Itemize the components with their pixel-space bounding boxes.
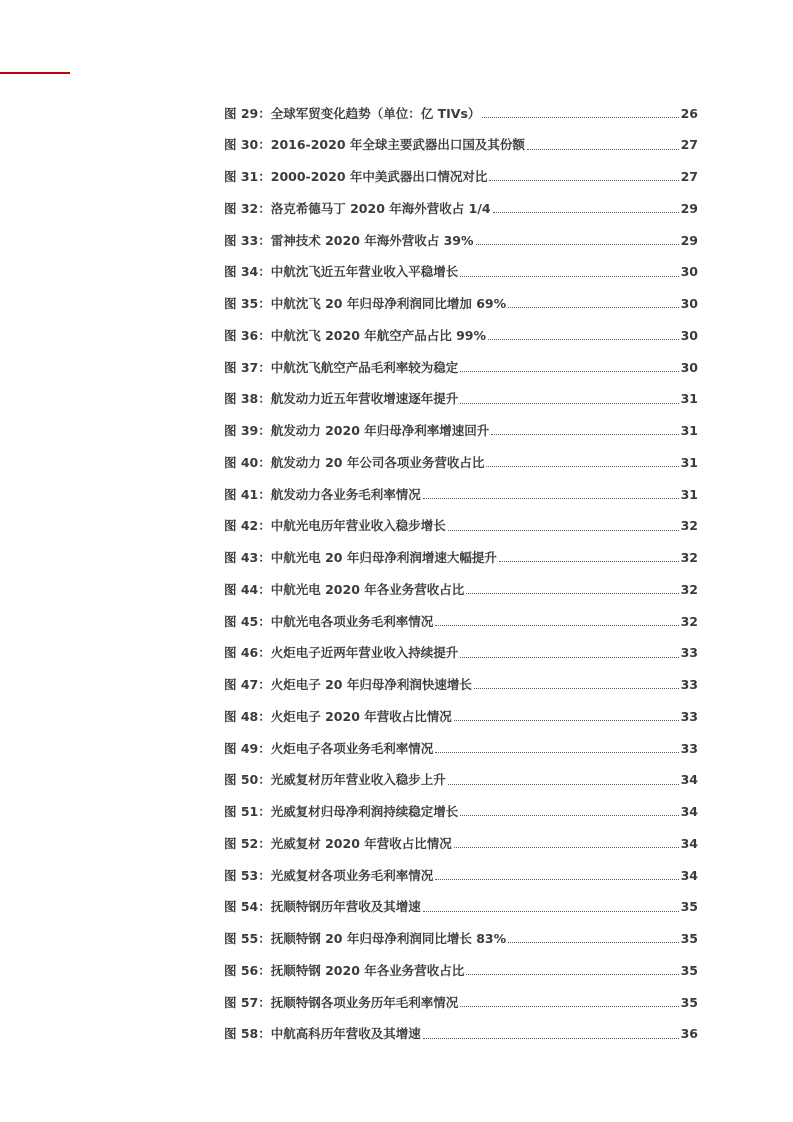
dot-leader	[460, 1005, 678, 1007]
page-number: 31	[680, 454, 698, 470]
figure-number: 图 35：	[224, 296, 271, 312]
page-number: 33	[680, 645, 698, 661]
header-accent-line	[0, 72, 70, 74]
page-number: 31	[680, 423, 698, 439]
toc-entry[interactable]	[224, 384, 698, 416]
figure-number: 图 46：	[224, 645, 271, 661]
toc-entry[interactable]	[224, 638, 698, 670]
figure-title: 航发动力 2020 年归母净利率增速回升	[270, 423, 490, 439]
dot-leader	[489, 179, 678, 181]
dot-leader	[423, 497, 679, 499]
figure-title: 洛克希德马丁 2020 年海外营收占 1/4	[270, 200, 491, 216]
dot-leader	[435, 751, 678, 753]
figure-number: 图 38：	[224, 391, 271, 407]
toc-entry[interactable]	[224, 670, 698, 702]
toc-entry[interactable]	[224, 130, 698, 162]
figure-number: 图 55：	[224, 931, 271, 947]
page-number: 32	[680, 518, 698, 534]
figure-title: 中航沈飞近五年营业收入平稳增长	[270, 264, 459, 280]
page-number: 30	[680, 359, 698, 375]
toc-entry[interactable]	[224, 98, 698, 130]
figure-number: 图 47：	[224, 677, 271, 693]
page-number: 35	[680, 994, 698, 1010]
dot-leader	[466, 592, 678, 594]
figure-number: 图 57：	[224, 994, 271, 1010]
toc-entry[interactable]	[224, 320, 698, 352]
toc-entry[interactable]	[224, 479, 698, 511]
dot-leader	[435, 878, 678, 880]
figure-number: 图 36：	[224, 327, 271, 343]
figure-title: 火炬电子 20 年归母净利润快速增长	[270, 677, 472, 693]
figure-title: 雷神技术 2020 年海外营收占 39%	[270, 232, 474, 248]
figure-number: 图 32：	[224, 200, 271, 216]
dot-leader	[488, 338, 679, 340]
page-number: 32	[680, 581, 698, 597]
figure-number: 图 54：	[224, 899, 271, 915]
dot-leader	[476, 243, 679, 245]
toc-entry[interactable]	[224, 193, 698, 225]
dot-leader	[454, 846, 679, 848]
dot-leader	[499, 560, 679, 562]
figure-title: 光威复材 2020 年营收占比情况	[270, 835, 452, 851]
page-number: 34	[680, 772, 698, 788]
dot-leader	[460, 814, 678, 816]
page-number: 34	[680, 867, 698, 883]
figure-title: 抚顺特钢 2020 年各业务营收占比	[270, 962, 465, 978]
figure-number: 图 56：	[224, 962, 271, 978]
dot-leader	[454, 719, 679, 721]
toc-entry[interactable]	[224, 606, 698, 638]
figure-title: 火炬电子 2020 年营收占比情况	[270, 708, 452, 724]
figure-number: 图 43：	[224, 550, 271, 566]
page-number: 33	[680, 677, 698, 693]
dot-leader	[527, 148, 679, 150]
page-number: 32	[680, 550, 698, 566]
figure-title: 2000-2020 年中美武器出口情况对比	[270, 169, 488, 185]
figure-number: 图 34：	[224, 264, 271, 280]
figure-number: 图 29：	[224, 105, 271, 121]
figure-title: 中航光电各项业务毛利率情况	[270, 613, 434, 629]
toc-entry[interactable]	[224, 416, 698, 448]
dot-leader	[466, 973, 678, 975]
figure-title: 火炬电子各项业务毛利率情况	[270, 740, 434, 756]
dot-leader	[482, 116, 678, 118]
page-number: 32	[680, 613, 698, 629]
dot-leader	[435, 624, 678, 626]
toc-entry[interactable]	[224, 289, 698, 321]
page-number: 36	[680, 1026, 698, 1042]
toc-entry[interactable]	[224, 924, 698, 956]
page-number: 31	[680, 486, 698, 502]
figure-number: 图 37：	[224, 359, 271, 375]
dot-leader	[508, 306, 678, 308]
page-number: 33	[680, 740, 698, 756]
page-number: 33	[680, 708, 698, 724]
toc-entry[interactable]	[224, 765, 698, 797]
toc-entry[interactable]	[224, 574, 698, 606]
figure-title: 中航光电 2020 年各业务营收占比	[270, 581, 465, 597]
page-number: 30	[680, 327, 698, 343]
page-number: 26	[680, 105, 698, 121]
dot-leader	[460, 402, 678, 404]
figure-title: 航发动力 20 年公司各项业务营收占比	[270, 454, 485, 470]
dot-leader	[460, 275, 678, 277]
figure-number: 图 30：	[224, 137, 271, 153]
page-number: 29	[680, 200, 698, 216]
toc-entry[interactable]	[224, 987, 698, 1019]
toc-entry[interactable]	[224, 511, 698, 543]
figure-title: 2016-2020 年全球主要武器出口国及其份额	[270, 137, 525, 153]
dot-leader	[423, 910, 679, 912]
toc-entry[interactable]	[224, 860, 698, 892]
figure-title: 抚顺特钢历年营收及其增速	[270, 899, 421, 915]
figure-number: 图 53：	[224, 867, 271, 883]
figure-number: 图 41：	[224, 486, 271, 502]
figure-title: 中航沈飞航空产品毛利率较为稳定	[270, 359, 459, 375]
figure-title: 火炬电子近两年营业收入持续提升	[270, 645, 459, 661]
toc-entry[interactable]	[224, 162, 698, 194]
figure-number: 图 40：	[224, 454, 271, 470]
dot-leader	[493, 211, 679, 213]
toc-entry[interactable]	[224, 447, 698, 479]
page-number: 31	[680, 391, 698, 407]
toc-entry[interactable]	[224, 733, 698, 765]
dot-leader	[486, 465, 678, 467]
figure-title: 中航光电历年营业收入稳步增长	[270, 518, 446, 534]
figure-number: 图 49：	[224, 740, 271, 756]
toc-entry[interactable]	[224, 225, 698, 257]
figure-title: 航发动力各业务毛利率情况	[270, 486, 421, 502]
figure-title: 中航光电 20 年归母净利润增速大幅提升	[270, 550, 497, 566]
toc-entry[interactable]	[224, 828, 698, 860]
dot-leader	[491, 433, 678, 435]
page-number: 27	[680, 137, 698, 153]
figure-number: 图 48：	[224, 708, 271, 724]
page-number: 35	[680, 899, 698, 915]
toc-entry[interactable]	[224, 352, 698, 384]
figure-number: 图 42：	[224, 518, 271, 534]
page-number: 35	[680, 962, 698, 978]
toc-entry[interactable]	[224, 701, 698, 733]
figure-title: 抚顺特钢各项业务历年毛利率情况	[270, 994, 459, 1010]
figure-title: 光威复材各项业务毛利率情况	[270, 867, 434, 883]
figure-title: 全球军贸变化趋势（单位：亿 TIVs）	[270, 105, 481, 121]
dot-leader	[460, 656, 678, 658]
figure-number: 图 33：	[224, 232, 271, 248]
dot-leader	[448, 529, 679, 531]
page-number: 35	[680, 931, 698, 947]
dot-leader	[423, 1037, 679, 1039]
toc-entry[interactable]	[224, 1019, 698, 1051]
dot-leader	[448, 783, 679, 785]
page-number: 30	[680, 296, 698, 312]
figure-title: 光威复材归母净利润持续稳定增长	[270, 804, 459, 820]
dot-leader	[460, 370, 678, 372]
figure-title: 光威复材历年营业收入稳步上升	[270, 772, 446, 788]
toc-entry[interactable]	[224, 257, 698, 289]
page-number: 30	[680, 264, 698, 280]
figure-number: 图 44：	[224, 581, 271, 597]
figure-number: 图 50：	[224, 772, 271, 788]
toc-entry[interactable]	[224, 892, 698, 924]
page-number: 34	[680, 835, 698, 851]
toc-entry[interactable]	[224, 543, 698, 575]
page-number: 29	[680, 232, 698, 248]
dot-leader	[508, 941, 678, 943]
figure-title: 中航沈飞 20 年归母净利润同比增加 69%	[270, 296, 507, 312]
figure-number: 图 58：	[224, 1026, 271, 1042]
figure-number: 图 45：	[224, 613, 271, 629]
page-number: 27	[680, 169, 698, 185]
figure-title: 中航沈飞 2020 年航空产品占比 99%	[270, 327, 487, 343]
toc-entry[interactable]	[224, 955, 698, 987]
figure-title: 中航高科历年营收及其增速	[270, 1026, 421, 1042]
figure-table-of-contents	[224, 98, 698, 1051]
figure-number: 图 31：	[224, 169, 271, 185]
figure-number: 图 52：	[224, 835, 271, 851]
figure-title: 抚顺特钢 20 年归母净利润同比增长 83%	[270, 931, 507, 947]
figure-number: 图 51：	[224, 804, 271, 820]
toc-entry[interactable]	[224, 797, 698, 829]
figure-title: 航发动力近五年营收增速逐年提升	[270, 391, 459, 407]
figure-number: 图 39：	[224, 423, 271, 439]
page-number: 34	[680, 804, 698, 820]
dot-leader	[474, 687, 679, 689]
